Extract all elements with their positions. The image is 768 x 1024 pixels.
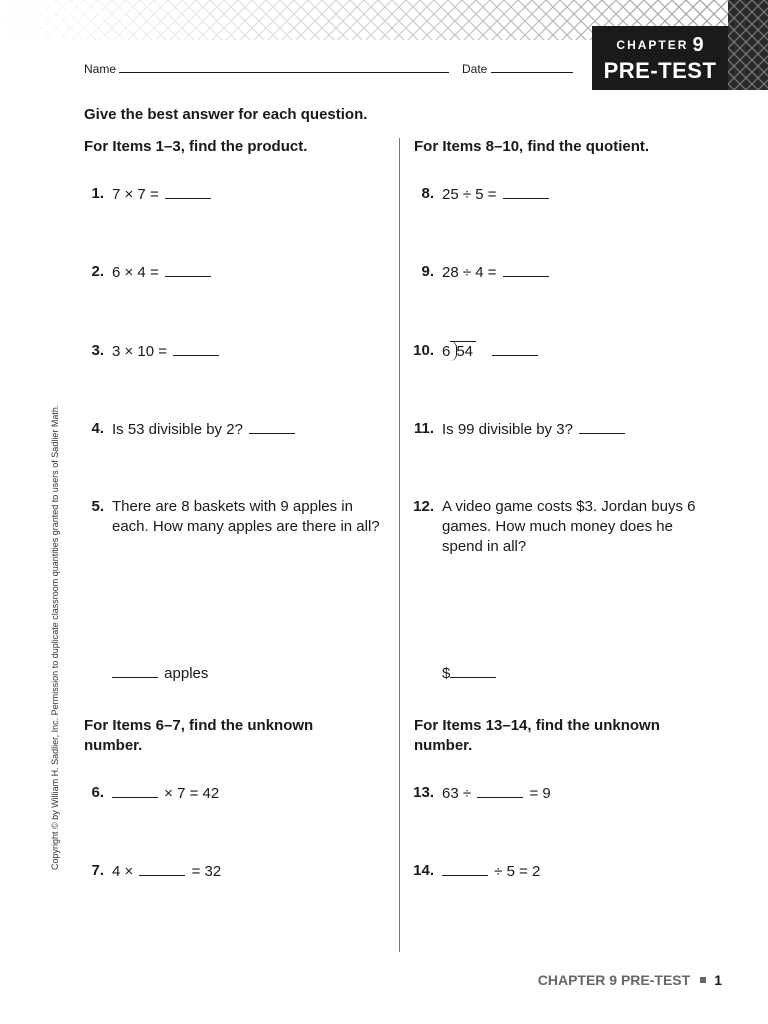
- question-6: [91, 783, 220, 804]
- question-number: 10.: [413, 342, 434, 359]
- long-division: [442, 341, 476, 362]
- right-section-1: For Items 8–10, find the quotient.: [414, 138, 650, 155]
- question-text-end: = 9: [529, 785, 551, 802]
- date-label: Date: [462, 62, 488, 76]
- column-divider: [399, 138, 400, 952]
- footer-square-icon: [700, 977, 706, 983]
- badge-title: PRE-TEST: [603, 58, 717, 83]
- question-number: 4.: [91, 420, 104, 437]
- question-text: 28 ÷ 4 =: [442, 264, 497, 281]
- question-9: [421, 262, 551, 283]
- instructions: Give the best answer for each question.: [84, 106, 368, 123]
- dividend: 54: [450, 341, 476, 362]
- answer-blank[interactable]: [492, 341, 538, 356]
- answer-blank[interactable]: [477, 783, 523, 798]
- question-number: 8.: [421, 185, 434, 202]
- question-4: [91, 419, 297, 440]
- question-3: [91, 341, 221, 362]
- question-1: [91, 184, 213, 205]
- left-section-1: For Items 1–3, find the product.: [84, 138, 308, 155]
- question-text: 7 × 7 =: [112, 186, 159, 203]
- badge-chapter: [592, 34, 728, 57]
- name-label: Name: [84, 62, 117, 76]
- date-underline[interactable]: [491, 62, 573, 73]
- question-number: 2.: [91, 263, 104, 280]
- question-number: 6.: [91, 784, 104, 801]
- question-text: 25 ÷ 5 =: [442, 186, 497, 203]
- question-text: Is 53 divisible by 2?: [112, 421, 243, 438]
- answer-blank[interactable]: [139, 861, 185, 876]
- copyright-notice: Copyright © by William H. Sadlier, Inc. Permission to duplicate classroom quantities granted to users of Sadlier Math.: [50, 404, 60, 870]
- answer-blank[interactable]: [165, 184, 211, 199]
- chapter-badge: [592, 26, 728, 90]
- question-number: 5.: [91, 498, 104, 515]
- question-10: [413, 341, 540, 362]
- question-text: 6 × 4 =: [112, 264, 159, 281]
- question-5-answer: [112, 663, 208, 684]
- badge-chapter-number: 9: [692, 34, 704, 56]
- question-text: × 7 = 42: [164, 785, 220, 802]
- answer-blank[interactable]: [112, 783, 158, 798]
- footer-label: CHAPTER 9 PRE-TEST: [537, 972, 691, 988]
- question-text: There are 8 baskets with 9 apples in each. How many apples are there in all?: [112, 498, 380, 535]
- answer-blank[interactable]: [173, 341, 219, 356]
- question-11: [413, 419, 627, 440]
- question-7: [91, 861, 222, 882]
- question-text: ÷ 5 = 2: [494, 863, 541, 880]
- question-text-end: = 32: [191, 863, 222, 880]
- header-pattern-dark: [728, 0, 768, 90]
- question-number: 11.: [413, 420, 434, 437]
- question-text: 4 ×: [112, 863, 134, 880]
- question-number: 14.: [413, 862, 434, 879]
- answer-blank[interactable]: [249, 419, 295, 434]
- answer-blank[interactable]: [503, 184, 549, 199]
- answer-blank[interactable]: [442, 861, 488, 876]
- question-number: 1.: [91, 185, 104, 202]
- question-number: 12.: [413, 498, 434, 515]
- name-underline[interactable]: [119, 62, 449, 73]
- question-text: 63 ÷: [442, 785, 472, 802]
- question-8: [421, 184, 551, 205]
- answer-blank[interactable]: [450, 663, 496, 678]
- question-2: [91, 262, 213, 283]
- question-14: [413, 861, 541, 882]
- divisor: 6: [442, 343, 451, 360]
- question-number: 3.: [91, 342, 104, 359]
- question-number: 13.: [413, 784, 434, 801]
- answer-unit: $: [442, 665, 451, 682]
- answer-blank[interactable]: [503, 262, 549, 277]
- date-field[interactable]: [462, 62, 573, 76]
- page-footer: [538, 972, 722, 988]
- answer-blank[interactable]: [579, 419, 625, 434]
- question-12-answer: [442, 663, 498, 684]
- question-text: 3 × 10 =: [112, 343, 168, 360]
- question-number: 9.: [421, 263, 434, 280]
- question-5: [91, 497, 380, 537]
- right-section-2: For Items 13–14, find the unknown number.: [414, 717, 660, 754]
- answer-blank[interactable]: [165, 262, 211, 277]
- left-section-2: For Items 6–7, find the unknown number.: [84, 717, 314, 754]
- question-number: 7.: [91, 862, 104, 879]
- question-text: Is 99 divisible by 3?: [442, 421, 573, 438]
- question-13: [413, 783, 551, 804]
- page-number: 1: [714, 972, 722, 988]
- answer-blank[interactable]: [112, 663, 158, 678]
- name-field[interactable]: [84, 62, 449, 76]
- question-text: A video game costs $3. Jordan buys 6 games. How much money does he spend in all?: [442, 498, 696, 555]
- question-12: [413, 497, 710, 557]
- answer-unit: apples: [164, 665, 209, 682]
- badge-chapter-word: CHAPTER: [616, 38, 689, 52]
